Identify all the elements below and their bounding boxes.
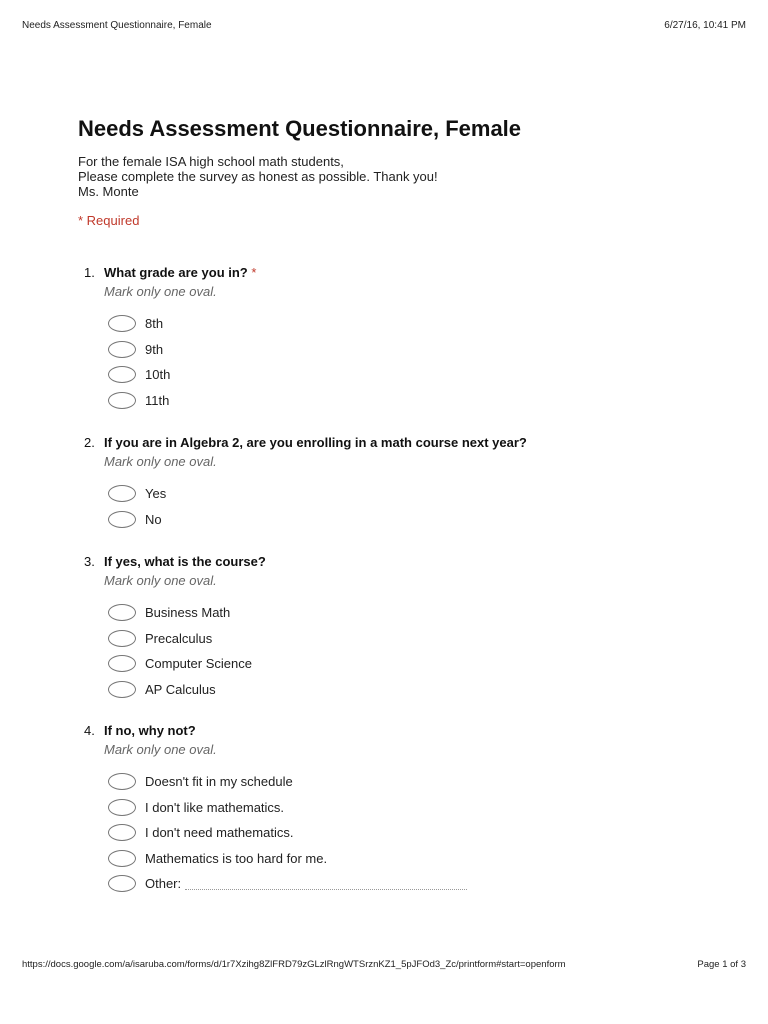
form-header [78,114,698,228]
option-business-math[interactable] [108,600,684,626]
option-doesnt-fit-schedule[interactable] [108,769,684,795]
form-description-line: Ms. Monte [78,184,139,199]
radio-oval[interactable] [108,824,136,841]
option-other[interactable] [108,871,684,897]
radio-oval[interactable] [108,604,136,621]
print-header-datetime: 6/27/16, 10:41 PM [664,20,746,31]
option-11th[interactable] [108,388,684,414]
option-label: 11th [145,392,170,408]
option-label: Precalculus [145,630,213,646]
radio-oval[interactable] [108,511,136,528]
form-description-line: For the female ISA high school math students, [78,154,344,169]
option-other-label: Other: [145,876,182,892]
form-description-line: Please complete the survey as honest as possible. Thank you! [78,169,438,184]
option-label: No [145,511,162,527]
question-2 [84,435,684,532]
option-dont-need-math[interactable] [108,820,684,846]
radio-oval[interactable] [108,392,136,409]
radio-oval[interactable] [108,366,136,383]
form-title: Needs Assessment Questionnaire, Female [78,116,522,141]
other-text-field[interactable] [185,877,467,890]
option-8th[interactable] [108,311,684,337]
option-group [108,311,684,413]
option-label: 10th [145,367,171,383]
option-label: Computer Science [145,656,252,672]
question-number: 4. [84,723,95,738]
option-group [108,600,684,702]
required-note: * Required [78,213,140,228]
question-hint: Mark only one oval. [104,284,217,299]
option-no[interactable] [108,507,684,533]
radio-oval[interactable] [108,681,136,698]
radio-oval[interactable] [108,630,136,647]
question-1 [84,265,684,413]
form-description [78,154,698,199]
print-footer-url: https://docs.google.com/a/isaruba.com/forms/d/1r7Xzihg8ZlFRD79zGLzlRngWTSrznKZ1_5pJFOd3_Zc/printform#start=openform [22,959,566,970]
question-text: If yes, what is the course? [104,554,266,569]
option-label: 8th [145,316,164,332]
question-text: What grade are you in? [104,265,248,280]
option-label: I don't need mathematics. [145,825,294,841]
option-computer-science[interactable] [108,651,684,677]
option-math-too-hard[interactable] [108,846,684,872]
radio-oval[interactable] [108,773,136,790]
question-text: If no, why not? [104,723,196,738]
option-dont-like-math[interactable] [108,795,684,821]
option-9th[interactable] [108,337,684,363]
radio-oval[interactable] [108,875,136,892]
option-ap-calculus[interactable] [108,677,684,703]
print-footer [22,959,746,973]
required-asterisk: * [251,265,257,280]
option-label: Business Math [145,605,231,621]
radio-oval[interactable] [108,655,136,672]
print-footer-page: Page 1 of 3 [697,959,746,970]
option-group [108,481,684,532]
question-number: 3. [84,554,95,569]
option-label: Mathematics is too hard for me. [145,850,328,866]
question-heading [84,435,684,451]
question-heading [84,554,684,570]
question-heading [84,265,684,281]
option-precalculus[interactable] [108,626,684,652]
question-number: 2. [84,435,95,450]
question-hint: Mark only one oval. [104,454,217,469]
print-header [22,20,746,36]
option-label: Doesn't fit in my schedule [145,774,293,790]
radio-oval[interactable] [108,799,136,816]
radio-oval[interactable] [108,315,136,332]
option-yes[interactable] [108,481,684,507]
question-4 [84,723,684,897]
question-hint: Mark only one oval. [104,573,217,588]
option-label: I don't like mathematics. [145,799,285,815]
radio-oval[interactable] [108,341,136,358]
radio-oval[interactable] [108,850,136,867]
print-header-title: Needs Assessment Questionnaire, Female [22,20,212,31]
option-label: 9th [145,341,164,357]
question-hint: Mark only one oval. [104,742,217,757]
option-group [108,769,684,897]
radio-oval[interactable] [108,485,136,502]
option-label: AP Calculus [145,681,216,697]
question-3 [84,554,684,702]
question-heading [84,723,684,739]
option-10th[interactable] [108,362,684,388]
question-number: 1. [84,265,95,280]
question-text: If you are in Algebra 2, are you enrolling in a math course next year? [104,435,527,450]
option-label: Yes [145,486,167,502]
